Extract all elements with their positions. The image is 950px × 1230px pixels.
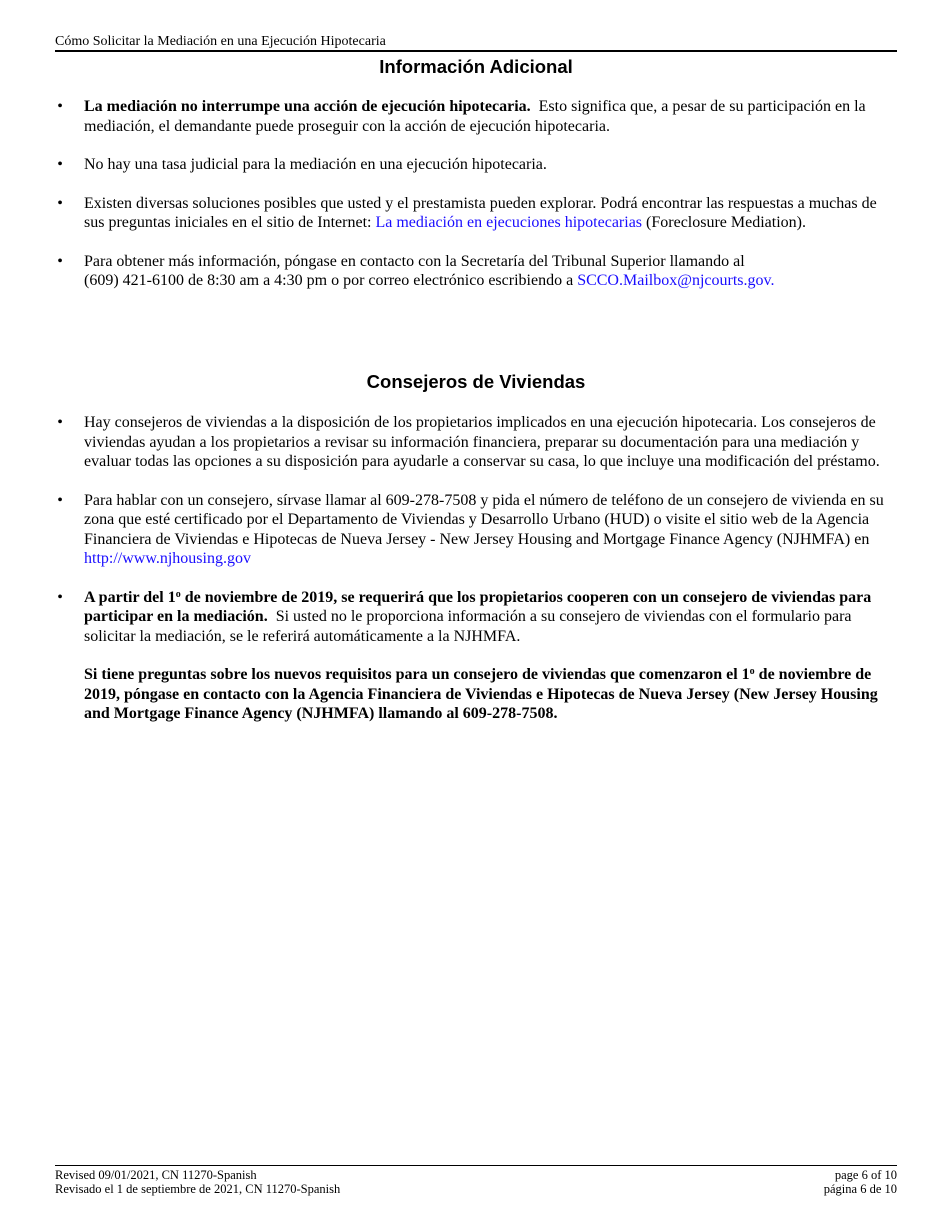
njhmfa-contact-note: Si tiene preguntas sobre los nuevos requisitos para un consejero de viviendas que comenzaron el 1$^o$ de noviembre de 2019, póngase en contacto con la Agencia Financiera de Viviendas e Hipotecas de Nueva Jersey (New Jersey Housing and Mortgage Finance Agency (NJHMFA) llamando al 609-278-7508. [84,666,878,722]
footer-revised-es: Revisado el 1 de septiembre de 2021, CN 11270-Spanish [55,1182,341,1196]
foreclosure-mediation-link[interactable]: La mediación en ejecuciones hipotecarias [375,214,643,231]
list-item [55,194,897,233]
bullet-icon [55,588,65,608]
bullet-icon [55,194,65,214]
item-text: Esto significa que, a pesar de su participación en la mediación, el demandante puede proseguir con la acción de ejecución hipotecaria. [84,98,866,135]
bullet-icon [55,155,65,175]
item-text: No hay una tasa judicial para la mediación en una ejecución hipotecaria. [84,156,547,173]
section-title-informacion-adicional: Información Adicional [379,56,573,77]
section-title-consejeros: Consejeros de Viviendas [366,371,586,392]
item-text-line2: (609) 421-6100 de 8:30 am a 4:30 pm o por correo electrónico escribiendo a [84,272,574,289]
email-link[interactable]: SCCO.Mailbox@njcourts.gov. [577,272,775,289]
list-item [55,491,897,569]
item-text: Para hablar con un consejero, sírvase llamar al 609-278-7508 y pida el número de teléfono de un consejero de vivienda en su zona que esté certificado por el Departamento de Viviendas y Desarrollo Urbano (HUD) o visite el sitio web de la Agencia Financiera de Viviendas e Hipotecas de Nueva Jersey - New Jersey Housing and Mortgage Finance Agency (NJHMFA) en [84,491,884,548]
njhousing-link[interactable]: http://www.njhousing.gov [84,550,251,567]
list-item [55,97,897,136]
running-header [55,33,897,52]
bold-lead: A partir del 1$^o$ de noviembre de 2019, se requerirá que los propietarios cooperen con un consejero de viviendas para participar en la mediación. [84,588,872,625]
footer-page-en: page 6 of 10 [834,1168,897,1182]
housing-counselors-list [55,413,897,724]
additional-info-list [55,97,897,291]
list-item [55,588,897,724]
item-text-line1: Para obtener más información, póngase en contacto con la Secretaría del Tribunal Superior llamando al [84,252,745,270]
item-text: Hay consejeros de viviendas a la disposición de los propietarios implicados en una ejecución hipotecaria. Los consejeros de viviendas ayudan a los propietarios a revisar su información financiera, preparar su documentación para una mediación y evaluar todas las opciones a su disposición para ayudarle a conservar su casa, lo que incluye una modificación del préstamo. [84,414,880,470]
list-item [55,413,897,472]
list-item [55,252,897,291]
page-footer [55,1165,897,1196]
bullet-icon [55,252,65,272]
item-text: Si usted no le proporciona información a su consejero de viviendas con el formulario para solicitar la mediación, se le referirá automáticamente a la NJHMFA. [84,608,852,645]
running-header-title: Cómo Solicitar la Mediación en una Ejecución Hipotecaria [55,34,386,49]
bold-lead: La mediación no interrumpe una acción de ejecución hipotecaria. [84,98,531,115]
item-text: (Foreclosure Mediation). [646,214,806,231]
bullet-icon [55,97,65,117]
bullet-icon [55,413,65,433]
bullet-icon [55,491,65,511]
footer-revised-en: Revised 09/01/2021, CN 11270-Spanish [55,1168,257,1182]
list-item [55,155,897,175]
footer-page-es: página 6 de 10 [823,1182,897,1196]
item-text: Existen diversas soluciones posibles que usted y el prestamista pueden explorar. Podrá encontrar las respuestas a muchas de sus preguntas iniciales en el sitio de Internet: [84,194,877,231]
